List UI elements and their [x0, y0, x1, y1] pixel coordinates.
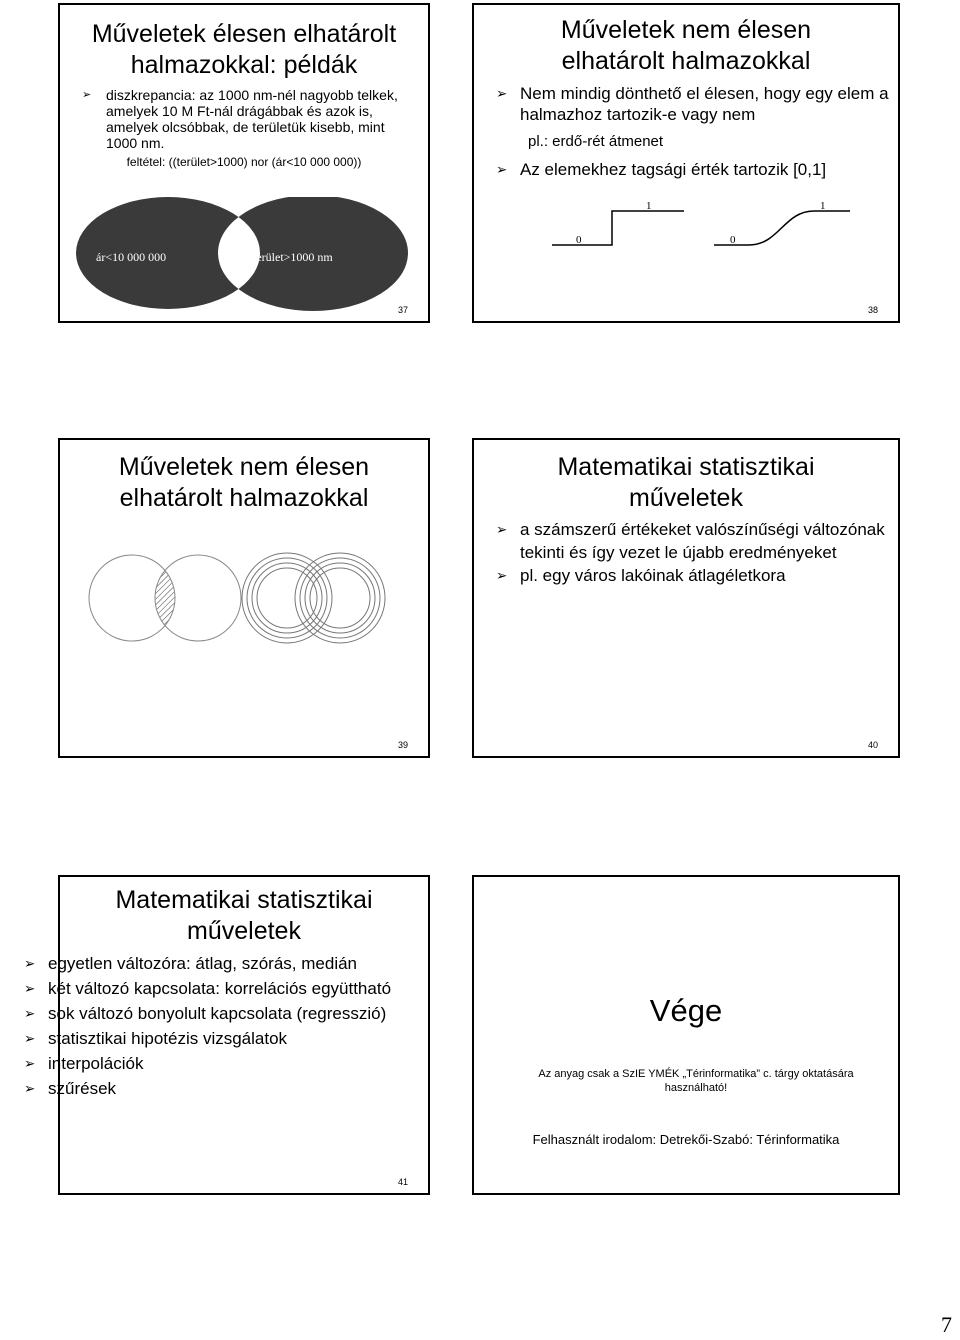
bullet-list	[496, 159, 896, 180]
bullet-item: ➢ diszkrepancia: az 1000 nm-nél nagyobb telkek, amelyek 10 M Ft-nál drágábbak és azok is, amelyek olcsóbbak, de területük kisebb, mint 1000 nm.	[82, 87, 402, 151]
page-number: 37	[397, 305, 408, 315]
slide-38	[472, 3, 900, 323]
fuzzy-set-a	[242, 553, 332, 643]
venn-left-label: ár<10 000 000	[96, 250, 167, 264]
bullet-item: ➢ két változó kapcsolata: korrelációs együttható	[24, 978, 404, 1000]
crisp-step-function	[552, 211, 684, 245]
curve-high-label: 1	[820, 200, 826, 212]
slide-42	[472, 875, 900, 1195]
bullet-item: ➢ sok változó bonyolult kapcsolata (regresszió)	[24, 1003, 404, 1025]
slide-title: Vége	[649, 993, 723, 1028]
condition-text: feltétel: ((terület>1000) nor (ár<10 000 000))	[126, 155, 362, 169]
page-number: 40	[867, 740, 878, 750]
title-line-1: Matematikai statisztikai	[557, 453, 815, 481]
title-line-1: Matematikai statisztikai	[115, 886, 373, 914]
venn-right-label: terület>1000 nm	[253, 250, 333, 264]
title-line-1: Műveletek nem élesen	[560, 16, 812, 44]
slide-41	[48, 875, 430, 1195]
literature-reference: Felhasznált irodalom: Detrekői-Szabó: Térinformatika	[532, 1132, 840, 1147]
slide-40	[472, 438, 900, 758]
fuzzy-venn-diagrams	[82, 548, 412, 648]
membership-functions	[544, 195, 864, 250]
curve-low-label: 0	[730, 234, 736, 246]
bullet-item: ➢ pl. egy város lakóinak átlagéletkora	[496, 564, 886, 587]
bullet-list	[82, 87, 402, 151]
usage-note: Az anyag csak a SzIE YMÉK „Térinformatika” c. tárgy oktatására használható!	[538, 1068, 854, 1094]
bullet-item: ➢ statisztikai hipotézis vizsgálatok	[24, 1028, 404, 1050]
step-high-label: 1	[646, 200, 652, 212]
slide-39	[58, 438, 430, 758]
bullet-item: ➢ Nem mindig dönthető el élesen, hogy egy elem a halmazhoz tartozik-e vagy nem	[496, 83, 896, 125]
slide-title	[60, 452, 428, 514]
title-line-2: elhatárolt halmazokkal	[119, 484, 369, 512]
bullet-item: ➢ a számszerű értékeket valószínűségi változónak tekinti és így vezet le újabb eredményeket	[496, 518, 886, 564]
page-number: 41	[397, 1177, 408, 1187]
title-line-1: Műveletek nem élesen	[118, 453, 370, 481]
step-low-label: 0	[576, 234, 582, 246]
title-line-2: műveletek	[629, 484, 743, 512]
title-line-1: Műveletek élesen elhatárolt	[91, 20, 397, 48]
slide-title	[474, 452, 898, 514]
bullet-item: ➢ egyetlen változóra: átlag, szórás, medián	[24, 953, 404, 975]
slide-title	[474, 15, 898, 77]
venn-diagram	[68, 197, 408, 312]
slide-title	[60, 885, 428, 947]
bullet-list	[24, 953, 404, 1100]
bullet-item: ➢ Az elemekhez tagsági érték tartozik [0,1]	[496, 159, 896, 180]
fuzzy-set-b	[295, 553, 385, 643]
page-number: 39	[397, 740, 408, 750]
page-number: 38	[867, 305, 878, 315]
bullet-item: ➢ interpolációk	[24, 1053, 404, 1075]
slide-37	[58, 3, 430, 323]
title-line-2: elhatárolt halmazokkal	[561, 47, 811, 75]
bullet-list	[496, 518, 886, 587]
sheet-page-number: 7	[941, 1312, 952, 1337]
title-line-2: halmazokkal: példák	[130, 51, 358, 79]
sub-bullet: pl.: erdő-rét átmenet	[528, 133, 664, 150]
bullet-item: ➢ szűrések	[24, 1078, 404, 1100]
slide-title	[60, 19, 428, 81]
title-line-2: műveletek	[187, 917, 301, 945]
bullet-list	[496, 83, 896, 125]
